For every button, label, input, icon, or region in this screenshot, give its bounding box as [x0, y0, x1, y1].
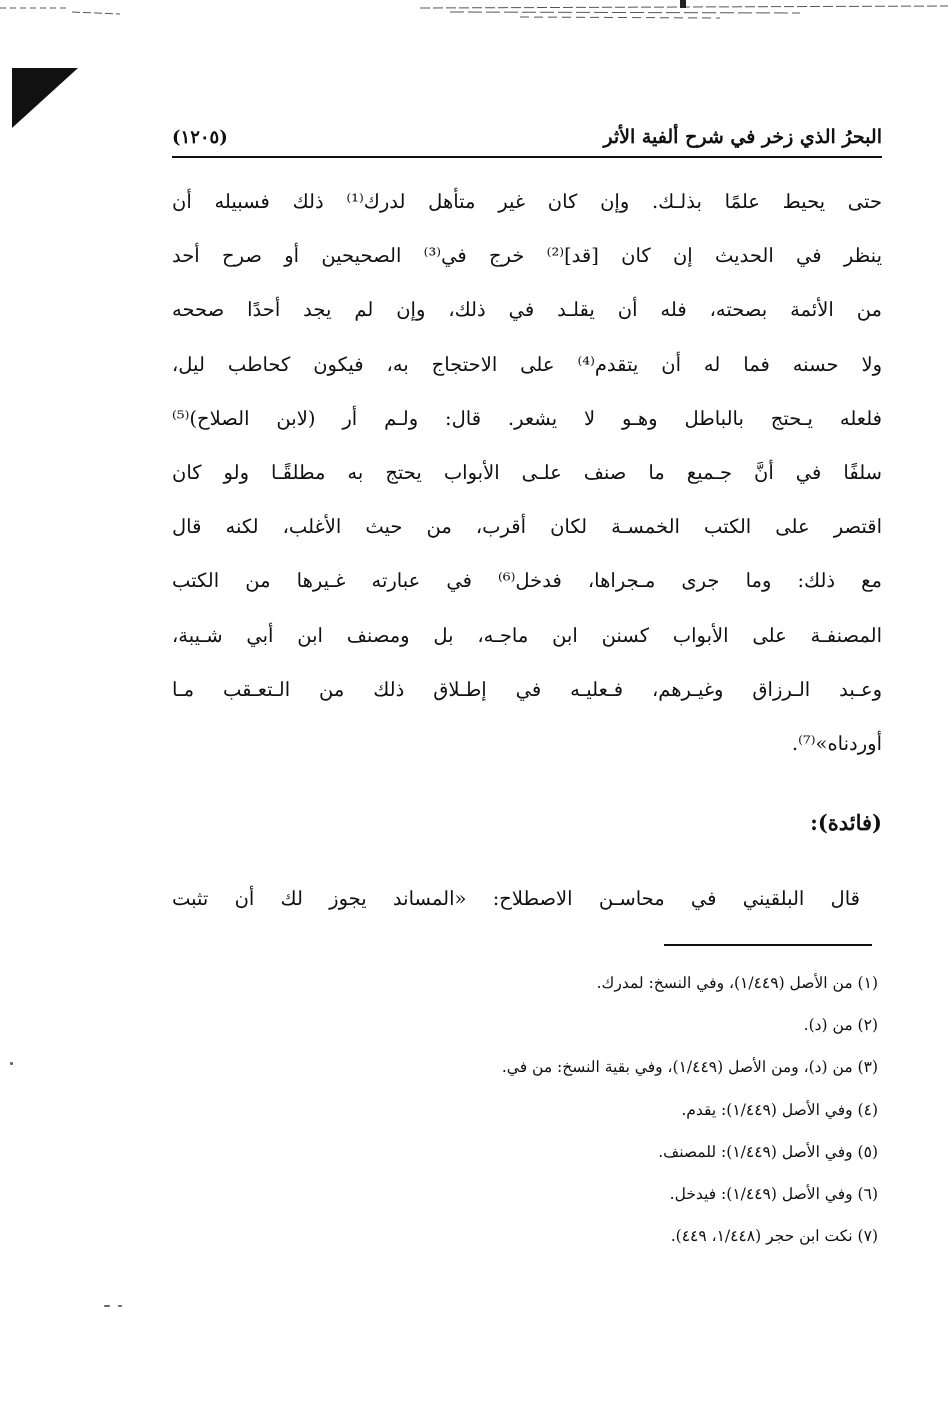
footnote: (١) من الأصل (١/٤٤٩)، وفي النسخ: لمدرك. — [596, 974, 878, 992]
body-line: فلعله يـحتج بالباطل وهـو لا يشعر. قال: ولـم أر (لابن الصلاح)⁽⁵⁾ — [172, 406, 882, 430]
footnote: (٥) وفي الأصل (١/٤٤٩): للمصنف. — [658, 1142, 878, 1161]
body-line: ينظر في الحديث إن كان [قد]⁽²⁾ خرج في⁽³⁾ الصحيحين أو صرح أحد — [172, 244, 882, 268]
footnote-separator — [664, 944, 872, 946]
body-line: من الأئمة بصحته، فله أن يقلـد في ذلك، وإن لم يجد أحدًا صححه — [172, 298, 882, 322]
running-header-title: البحرُ الذي زخر في شرح ألفية الأثر — [603, 126, 882, 148]
footnote: (٦) وفي الأصل (١/٤٤٩): فيدخل. — [669, 1185, 878, 1204]
running-header — [172, 112, 882, 158]
scan-speck — [118, 1305, 122, 1307]
footnote: (٧) نكت ابن حجر (١/٤٤٨، ٤٤٩). — [670, 1227, 878, 1246]
body-text — [172, 175, 882, 771]
body-line: ولا حسنه فما له أن يتقدم⁽⁴⁾ على الاحتجاج به، فيكون كحاطب ليل، — [172, 352, 882, 376]
footnotes — [278, 962, 878, 1257]
body-line: سلفًا في أنَّ جـميع ما صنف علـى الأبواب يحتج به مطلقًـا ولو كان — [172, 461, 882, 485]
body-line: وعـبد الـرزاق وغيـرهم، فـعليـه في إطـلاق ذلك من الـتعـقب مـا — [172, 677, 882, 701]
corner-triangle-mark — [12, 68, 78, 128]
scan-speck — [10, 1062, 13, 1065]
body-line: حتى يحيط علمًا بذلـك. وإن كان غير متأهل لدرك⁽¹⁾ ذلك فسبيله أن — [172, 190, 882, 213]
body-line: مع ذلك: وما جرى مـجراها، فدخل⁽⁶⁾ في عبارته غـيرها من الكتب — [172, 569, 882, 593]
body-line: اقتصر على الكتب الخمسـة لكان أقرب، من حيث الأغلب، لكنه قال — [172, 515, 882, 539]
scan-artifact-top — [0, 0, 948, 26]
footnote: (٣) من (د)، ومن الأصل (١/٤٤٩)، وفي بقية النسخ: من في. — [501, 1058, 878, 1077]
section-heading: (فائدة): — [810, 810, 882, 835]
scan-speck — [104, 1305, 110, 1307]
body-line: المصنفـة على الأبواب كسنن ابن ماجـه، بل ومصنف ابن أبي شـيبة، — [172, 623, 882, 647]
footnote: (٢) من (د). — [803, 1016, 878, 1035]
page-number: (١٢٠٥) — [172, 127, 228, 148]
section-paragraph: قال البلقيني في محاسـن الاصطلاح: «المساند يجوز لك أن تثبت — [172, 887, 860, 910]
footnote: (٤) وفي الأصل (١/٤٤٩): يقدم. — [681, 1100, 878, 1119]
body-line: أوردناه»⁽⁷⁾. — [791, 732, 882, 756]
